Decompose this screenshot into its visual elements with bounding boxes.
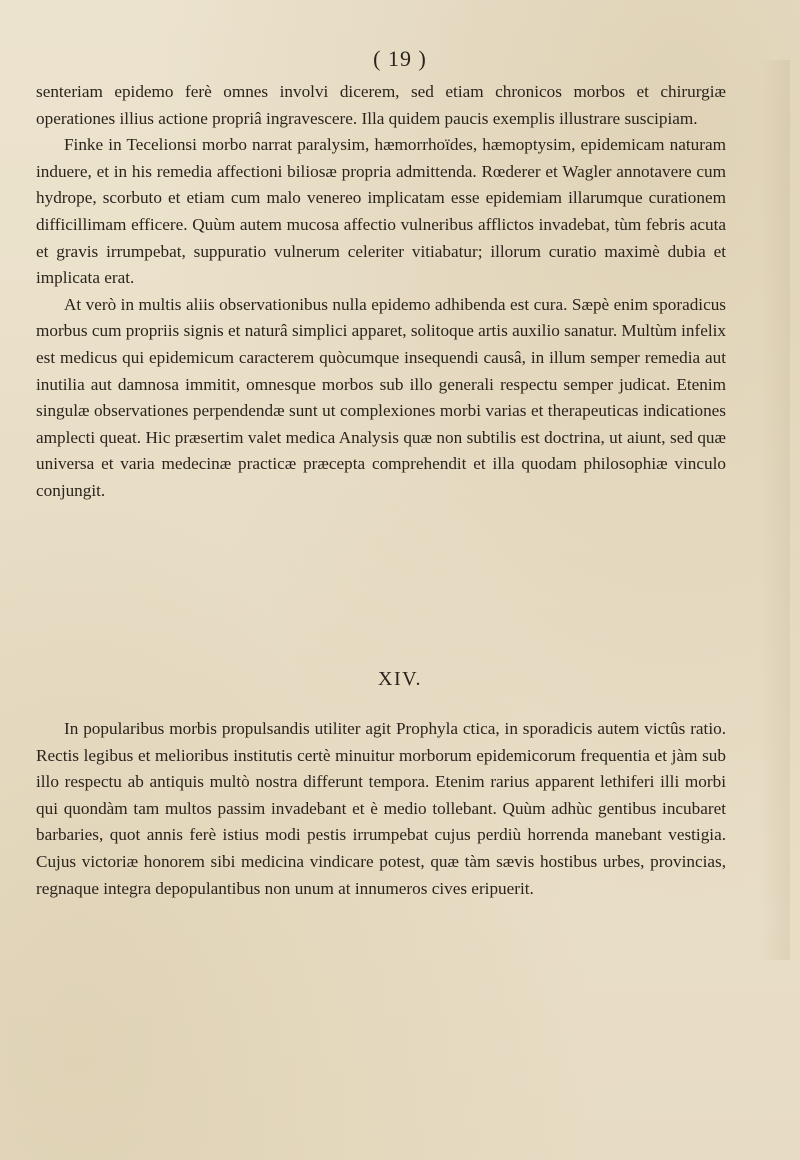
text-block-bottom <box>36 716 726 902</box>
page-number: ( 19 ) <box>373 46 427 71</box>
paragraph: At verò in multis aliis observationibus nulla epidemo adhibenda est cura. Sæpè enim sporadicus morbus cum propriis signis et naturâ simplici apparet, solitoque artis auxilio sanatur. Multùm infelix est medicus qui epidemicum caracterem quòcumque insequendi causâ, in illum semper remedia aut inutilia aut damnosa immitit, omnesque morbos sub illo generali respectu semper judicat. Etenim singulæ observationes perpendendæ sunt ut complexiones morbi varias et therapeuticas indicationes amplecti queat. Hic præsertim valet medica Analysis quæ non subtilis est doctrina, ut aiunt, sed quæ universa et varia medecinæ practicæ præcepta comprehendit et illa quodam philosophiæ vinculo conjungit. <box>36 294 726 500</box>
paragraph: In popularibus morbis propulsandis utiliter agit Prophyla ctica, in sporadicis autem victûs ratio. Rectis legibus et melioribus institutis certè minuitur morborum epidemicorum frequentia et jàm sub illo respectu ab antiquis multò nostra differunt tempora. Etenim rarius apparent lethiferi illi morbi qui quondàm tam multos passim invadebant et è medio tollebant. Quùm adhùc gentibus incubaret barbaries, quot annis ferè istius modi pestis irrumpebat cujus perdiù horrenda manebant vestigia. Cujus victoriæ honorem sibi medicina vindicare potest, quæ tàm sævis hostibus urbes, provincias, regnaque integra depopulantibus non unum at innumeros cives eripuerit. <box>36 719 726 898</box>
text-block-top <box>36 79 726 505</box>
paragraph: Finke in Tecelionsi morbo narrat paralysim, hæmorrhoïdes, hæmoptysim, epidemicam naturam induere, et in his remedia affectioni biliosæ propria admittenda. Rœderer et Wagler annotavere cum hydrope, scorbuto et etiam cum malo venereo implicatam esse epidemiam illarumque curationem difficillimam efficere. Quùm autem mucosa affectio vulneribus afflictos invadebat, tùm febris acuta et gravis irrumpebat, suppuratio vulnerum celeriter vitiabatur; illorum curatio maximè dubia et implicata erat. <box>36 135 726 288</box>
section-heading: XIV. <box>378 668 422 690</box>
page-edge-shading <box>760 60 790 960</box>
paragraph: senteriam epidemo ferè omnes involvi dicerem, sed etiam chronicos morbos et chirurgiæ operationes illius actione propriâ ingravescere. Illa quidem paucis exemplis illustrare suscipiam. <box>36 82 726 128</box>
